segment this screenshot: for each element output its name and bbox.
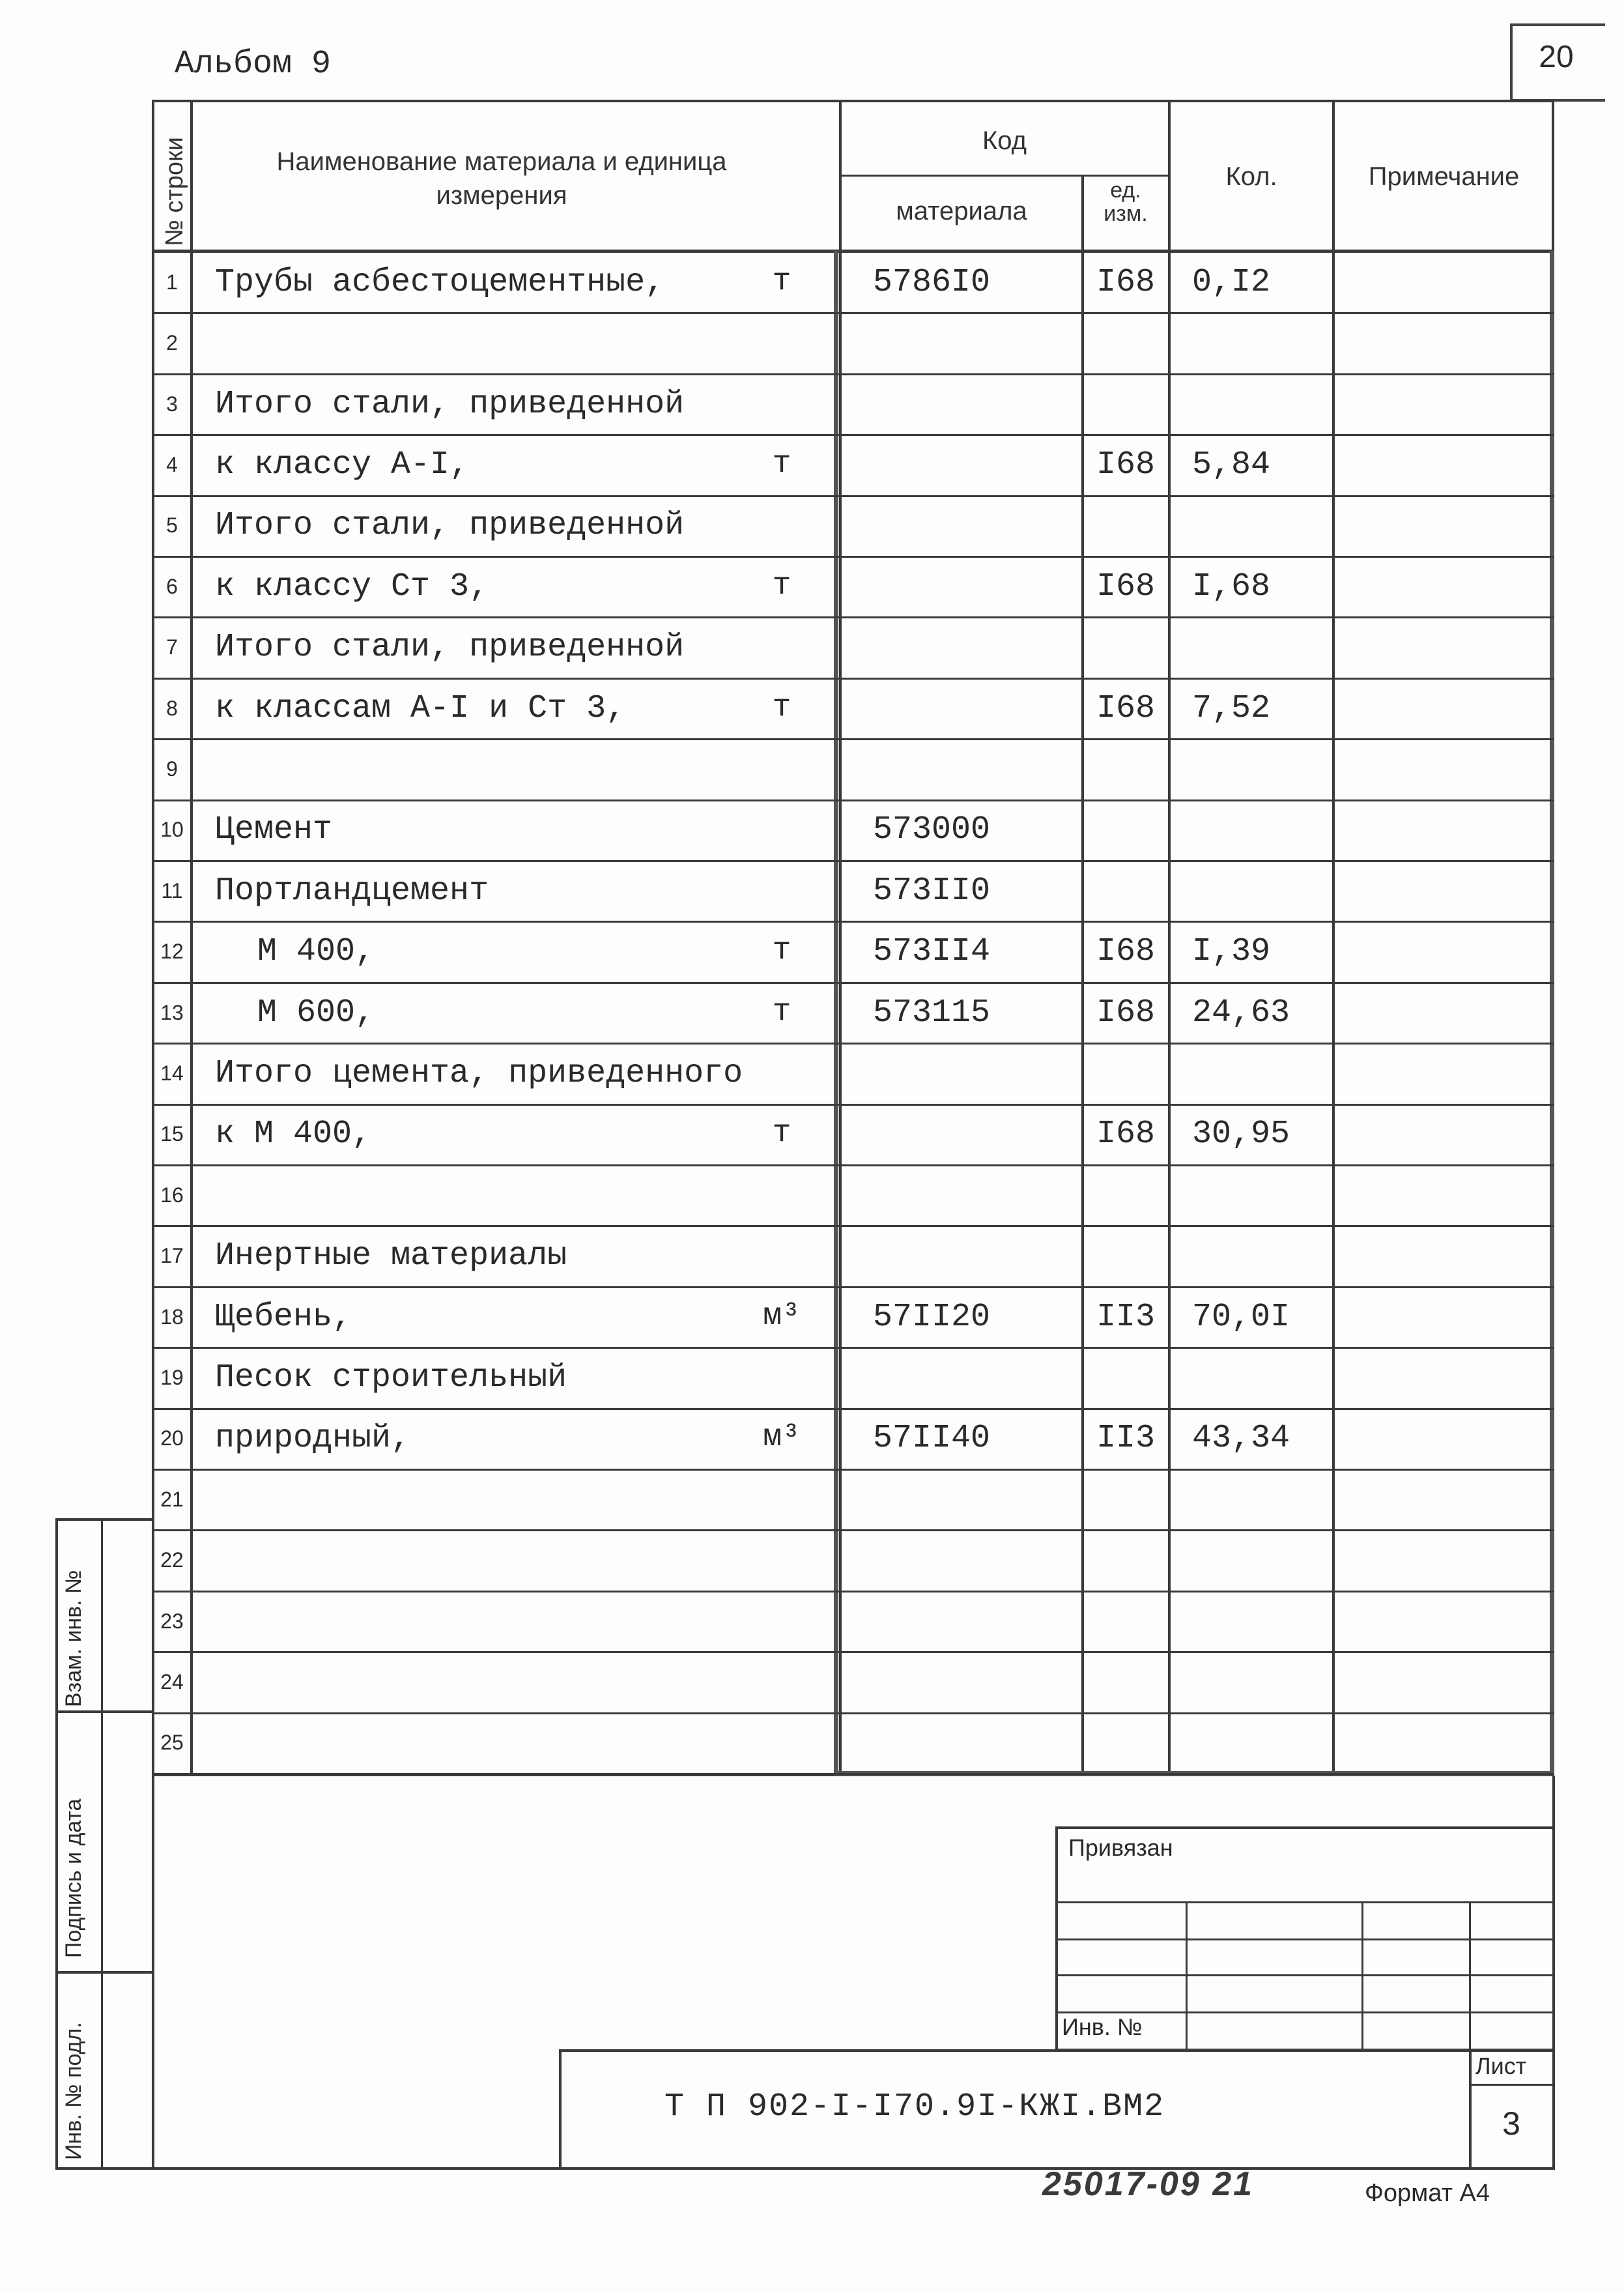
unit-code: I68 [1096,994,1155,1031]
page-number: 20 [1539,40,1574,74]
tb-vline-2 [1361,1901,1363,2051]
margin-inner-line [101,1518,103,2170]
row-separator [152,800,1554,801]
row-number: 7 [166,635,178,659]
material-unit: т [772,1116,791,1151]
row-number: 20 [160,1426,184,1450]
side-label-inv: Инв. № подл. [61,2022,86,2160]
row-separator [152,616,1554,618]
document-code: Т П 902-I-I70.9I-КЖI.ВМ2 [664,2088,1165,2125]
quantity: 24,63 [1192,994,1290,1031]
row-number: 16 [160,1183,184,1207]
row-separator [152,1104,1554,1106]
row-separator [152,1651,1554,1653]
quantity: 7,52 [1192,690,1271,727]
tb-vline-3 [1469,1901,1471,2051]
table-continuation-line [152,1776,154,2170]
quantity: 70,0I [1192,1299,1290,1336]
row-separator [152,921,1554,923]
material-name: Щебень, [215,1299,352,1336]
row-separator [152,312,1554,314]
material-code: 573II0 [873,872,991,910]
privyazan-label: Привязан [1068,1834,1173,1861]
header-note: Примечание [1368,162,1520,191]
row-separator [152,678,1554,680]
inventory-stamp: 25017-09 21 [1042,2165,1255,2203]
row-number: 12 [160,940,184,963]
material-name: Итого стали, приведенной [215,507,685,544]
unit-code: I68 [1096,446,1155,483]
material-name: М 600, [257,994,375,1031]
material-name: Итого цемента, приведенного [215,1055,743,1092]
row-separator [152,556,1554,558]
material-code: 5786I0 [873,264,991,301]
row-number: 15 [160,1122,184,1146]
material-name: к классам А-I и Ст 3, [215,690,626,727]
row-number: 21 [160,1488,184,1511]
unit-code: I68 [1096,568,1155,605]
material-name: Инертные материалы [215,1237,567,1275]
material-unit: т [772,690,791,725]
inv-no-label: Инв. № [1062,2013,1143,2040]
row-separator [152,1164,1554,1166]
margin-line-3 [55,1971,153,1974]
material-unit: т [772,264,791,299]
material-unit: т [772,933,791,968]
material-name: Цемент [215,811,333,848]
row-separator [152,1408,1554,1410]
row-number: 8 [166,697,178,720]
row-number: 4 [166,453,178,476]
material-unit: т [772,446,791,482]
row-number: 19 [160,1366,184,1389]
row-number: 25 [160,1731,184,1754]
unit-code: II3 [1096,1299,1155,1336]
material-code: 573115 [873,994,991,1031]
side-label-podpis: Подпись и дата [61,1798,86,1958]
header-qty: Кол. [1225,162,1277,191]
row-separator [152,434,1554,436]
material-code: 573II4 [873,933,991,970]
row-number: 2 [166,331,178,354]
unit-code: II3 [1096,1420,1155,1457]
row-separator [152,1773,1554,1775]
margin-outer-line [55,1518,58,2170]
tb-line-2 [1055,1938,1554,1940]
row-separator [152,1469,1554,1471]
material-name: к М 400, [215,1116,372,1153]
margin-line-1 [55,1518,153,1521]
row-separator [152,982,1554,984]
material-code: 57II40 [873,1420,991,1457]
row-number: 11 [161,879,183,902]
row-number: 3 [166,392,178,416]
material-name: Итого стали, приведенной [215,629,685,666]
tb-line-1 [1055,1901,1554,1903]
row-separator [152,860,1554,862]
material-name: М 400, [257,933,375,970]
row-separator [152,738,1554,740]
row-separator [152,1591,1554,1592]
tb-vline-1 [1186,1901,1188,2051]
header-code-unit: ед. изм. [1104,178,1148,226]
unit-code: I68 [1096,1116,1155,1153]
material-unit: т [772,568,791,603]
quantity: 30,95 [1192,1116,1290,1153]
material-name: к классу А-I, [215,446,470,483]
row-separator [152,1712,1554,1714]
row-separator [152,373,1554,375]
col-line-rownum [190,100,193,1776]
tb-line-3 [1055,1974,1554,1976]
format-label: Формат А4 [1365,2180,1490,2207]
row-number: 6 [166,575,178,598]
material-name: Портландцемент [215,872,489,910]
row-separator [152,1347,1554,1349]
unit-code: I68 [1096,264,1155,301]
material-name: Трубы асбестоцементные, [215,264,665,301]
row-number: 9 [166,757,178,781]
row-separator [152,1529,1554,1531]
margin-line-2 [55,1710,153,1713]
row-separator [152,1225,1554,1227]
row-number: 17 [160,1244,184,1267]
row-number: 14 [160,1061,184,1085]
quantity: I,68 [1192,568,1271,605]
material-unit: м³ [763,1299,801,1334]
row-separator [152,1043,1554,1045]
row-number: 23 [160,1609,184,1633]
material-code: 57II20 [873,1299,991,1336]
quantity: 43,34 [1192,1420,1290,1457]
material-unit: м³ [763,1420,801,1455]
row-number: 10 [160,818,184,841]
material-name: природный, [215,1420,411,1457]
material-name: Итого стали, приведенной [215,386,685,423]
header-row-no: № строки [161,137,188,246]
side-label-vzam: Взам. инв. № [61,1570,86,1707]
header-code: Код [982,126,1027,155]
quantity: I,39 [1192,933,1271,970]
material-code: 573000 [873,811,991,848]
quantity: 5,84 [1192,446,1271,483]
unit-code: I68 [1096,933,1155,970]
header-code-material: материала [896,197,1027,225]
header-name: Наименование материала и единица измерения [276,147,727,210]
quantity: 0,I2 [1192,264,1271,301]
material-unit: т [772,994,791,1030]
row-number: 13 [160,1001,184,1024]
sheet-hline [1469,2084,1554,2086]
row-number: 5 [166,513,178,537]
row-number: 18 [160,1305,184,1329]
sheet-label: Лист [1475,2053,1527,2079]
album-label: Альбом 9 [175,46,332,83]
material-name: Песок строительный [215,1359,567,1396]
row-separator [152,1286,1554,1288]
material-name: к классу Ст 3, [215,568,489,605]
unit-code: I68 [1096,690,1155,727]
sheet-number: 3 [1502,2105,1520,2142]
row-number: 24 [160,1670,184,1693]
row-separator [152,495,1554,497]
row-number: 22 [160,1548,184,1572]
code-subheader-line [839,175,1168,177]
row-number: 1 [166,270,178,294]
